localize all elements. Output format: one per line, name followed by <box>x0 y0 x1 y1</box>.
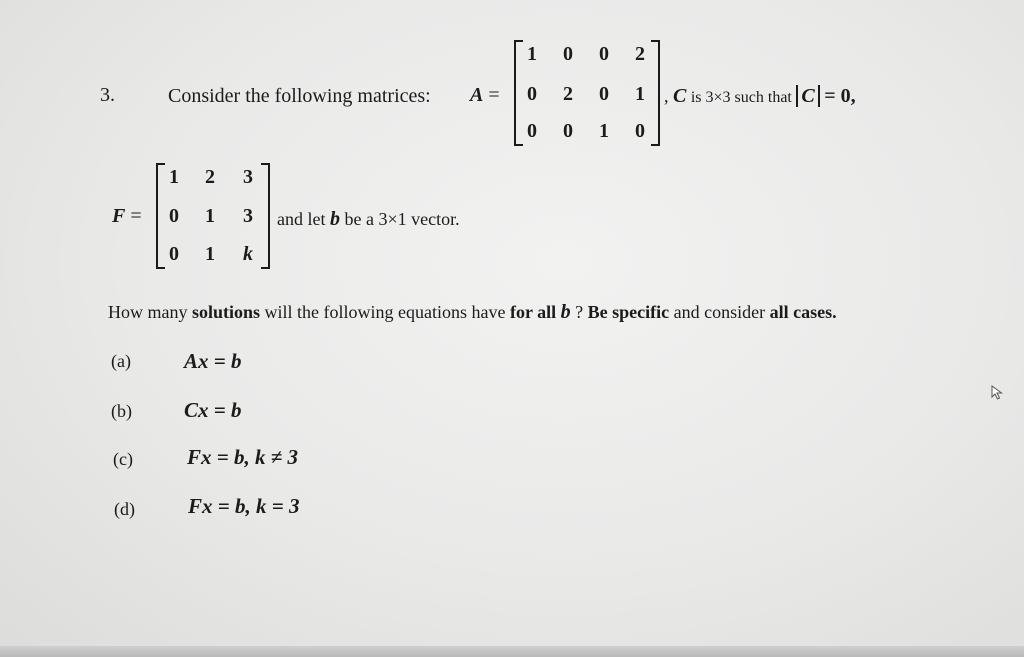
question-part1: How many <box>108 302 188 322</box>
mouse-pointer-icon <box>991 385 1005 401</box>
matrix-f-right-bracket <box>261 163 270 269</box>
c-det-label: C <box>801 85 815 107</box>
matrix-f-cell: k <box>243 243 253 265</box>
item-a-label: (a) <box>111 351 131 371</box>
matrix-a-equals: = <box>488 84 500 106</box>
c-text: is 3×3 such that <box>690 89 792 106</box>
question-part2: solutions <box>192 302 261 322</box>
b-var: b <box>329 208 340 230</box>
problem-number: 3. <box>100 84 115 106</box>
matrix-f-cell: 1 <box>169 166 179 188</box>
item-d-label: (d) <box>114 499 135 519</box>
matrix-f-cell: 2 <box>205 166 215 188</box>
matrix-a-cell: 2 <box>635 43 645 65</box>
item-a-equation: Ax = b <box>184 349 242 373</box>
matrix-f <box>156 163 270 269</box>
matrix-a <box>514 40 660 146</box>
matrix-f-cell: 3 <box>243 166 253 188</box>
question-var: b <box>560 301 571 323</box>
matrix-a-right-bracket <box>651 40 660 146</box>
matrix-f-label-group <box>112 205 142 228</box>
c-comma: , <box>664 86 669 106</box>
b-statement <box>277 208 460 231</box>
b-text2: be a 3×1 vector. <box>344 209 460 229</box>
matrix-a-cell: 0 <box>635 120 645 142</box>
matrix-a-cell: 0 <box>563 43 573 65</box>
matrix-a-cell: 1 <box>527 43 537 65</box>
question-part8: all cases. <box>769 302 837 322</box>
matrix-a-cell: 0 <box>599 83 609 105</box>
matrix-a-cell: 0 <box>527 83 537 105</box>
question <box>108 301 837 324</box>
matrix-a-label: A <box>470 84 484 106</box>
matrix-a-cell: 0 <box>527 120 537 142</box>
matrix-f-cell: 0 <box>169 205 179 227</box>
matrix-a-cell: 1 <box>599 120 609 142</box>
c-label: C <box>673 85 687 107</box>
c-det <box>796 85 819 107</box>
intro-text: Consider the following matrices: <box>168 85 431 107</box>
item-b-equation: Cx = b <box>184 398 242 422</box>
question-part5: ? <box>575 302 584 322</box>
matrix-f-cell: 0 <box>169 243 179 265</box>
matrix-f-cell: 1 <box>205 205 215 227</box>
matrix-a-label-group <box>470 84 500 107</box>
matrix-a-cell: 2 <box>563 83 573 105</box>
question-part4: for all <box>509 302 557 322</box>
item-c-equation: Fx = b, k ≠ 3 <box>187 445 298 469</box>
matrix-f-cell: 3 <box>243 205 253 227</box>
matrix-a-cell: 0 <box>599 43 609 65</box>
c-statement <box>664 85 856 108</box>
item-b-label: (b) <box>111 401 132 421</box>
c-det-value: = 0, <box>824 85 856 107</box>
matrix-f-label: F <box>112 205 126 227</box>
question-part7: and consider <box>673 302 766 322</box>
matrix-a-cell: 1 <box>635 83 645 105</box>
matrix-a-cell: 0 <box>563 120 573 142</box>
matrix-f-equals: = <box>130 205 142 227</box>
item-c-label: (c) <box>113 449 133 469</box>
b-text1: and let <box>277 209 326 229</box>
question-part3: will the following equations have <box>264 302 506 322</box>
screen-bottom-edge <box>0 646 1024 657</box>
matrix-f-cell: 1 <box>205 243 215 265</box>
question-part6: Be specific <box>587 302 670 322</box>
item-d-equation: Fx = b, k = 3 <box>188 494 300 518</box>
